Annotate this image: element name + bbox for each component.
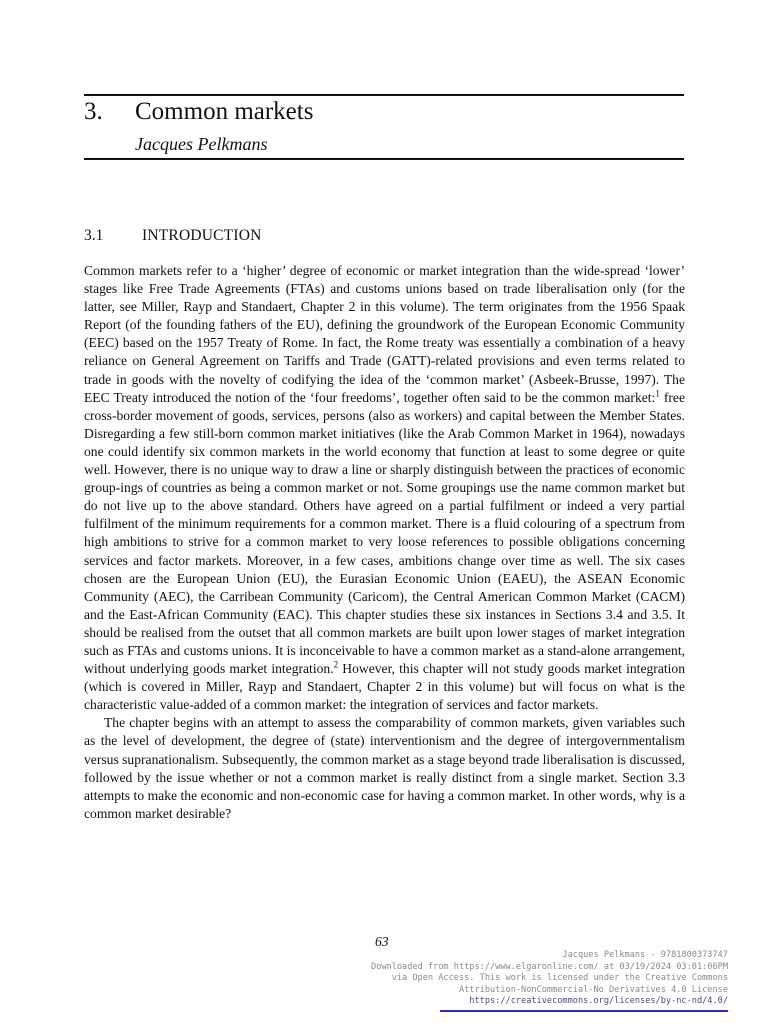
paragraph-2: The chapter begins with an attempt to assess the comparability of common markets, given variables such as the level of development, the degree of (state) interventionism and the degree of intergovernmentalism versus supranationalism. Subsequently, the common market as a stage beyond trade liberalisation is discussed, followed by the issue whether or not a common market is really distinct from a single market. Section 3.3 attempts to make the economic and non-economic case for having a common market. In other words, why is a common market desirable? (84, 715, 685, 821)
page-number: 63 (375, 934, 389, 949)
section-title: INTRODUCTION (142, 227, 262, 244)
license-link[interactable]: https://creativecommons.org/licenses/by-nc-nd/4.0/ (469, 996, 728, 1006)
paragraph-1-part-a: Common markets refer to a ‘higher’ degree of economic or market integration than the wide-spread ‘lower’ stages like Free Trade Agreements (FTAs) and customs unions based on trade liberalisation only (for the latter, see Miller, Rayp and Standaert, Chapter 2 in this volume). The term originates from the 1956 Spaak Report (of the founding fathers of the EU), defining the groundwork of the European Economic Community (EEC) based on the 1957 Treaty of Rome. In fact, the Rome treaty was essentially a combination of a heavy reliance on General Agreement on Tariffs and Trade (GATT)-related provisions and even terms related to trade in goods with the novelty of codifying the idea of the ‘common market’ (Asbeek-Brusse, 1997). The EEC Treaty introduced the notion of the ‘four freedoms’, together often said to be the common market: (84, 263, 685, 405)
chapter-title: Common markets (135, 98, 314, 125)
footnote-ref-2[interactable]: 2 (333, 659, 339, 670)
download-watermark (268, 950, 728, 1008)
chapter-number: 3. (84, 98, 103, 125)
paragraph-1-part-b: free cross-border movement of goods, services, persons (also as workers) and capital between the Member States. Disregarding a few still-born common market initiatives (like the Arab Common Market in 1964), nowadays one could identify six common markets in the world economy that function at least to some degree or quite well. However, there is no unique way to draw a line or sharply distinguish between the practices of economic group-ings of countries as being a common market or not. Some groupings use the name common market but do not live up to the above standard. Others have agreed on a partial fulfilment or indeed a very partial fulfilment of the minimum requirements for a common market. There is a fluid colouring of a spectrum from high ambitions to strive for a common market to very loose references to possible obligations concerning services and factor markets. Moreover, in a few cases, ambitions change over time as well. The six cases chosen are the European Union (EU), the Eurasian Economic Union (EAEU), the ASEAN Economic Community (AEC), the Carribean Community (Caricom), the Central American Common Market (CACM) and the East-African Community (EAC). This chapter studies these six instances in Sections 3.4 and 3.5. It should be realised from the outset that all common markets are built upon lower stages of market integration such as FTAs and customs unions. It is inconceivable to have a common market as a stand-alone arrangement, without underlying goods market integration. (84, 389, 685, 677)
header-bottom-rule (84, 158, 684, 160)
license-link-underline (440, 1010, 728, 1012)
paragraph-1-part-c: However, this chapter will not study goods market integration (which is covered in Miller, Rayp and Standaert, Chapter 2 in this volume) but will focus on what is the characteristic value-added of a common market: the integration of services and factor markets. (84, 661, 685, 713)
chapter-author: Jacques Pelkmans (135, 134, 268, 154)
watermark-author-isbn: Jacques Pelkmans - 9781800373747 (562, 950, 728, 960)
body-text (84, 262, 685, 823)
watermark-download-info: Downloaded from https://www.elgaronline.com/ at 03/19/2024 03:01:06PM (371, 961, 728, 972)
header-top-rule (84, 94, 684, 96)
section-number: 3.1 (84, 227, 104, 244)
paragraph-1 (84, 262, 685, 714)
watermark-license-name: Attribution-NonCommercial-No Derivatives 4.0 License (458, 984, 728, 995)
footnote-ref-1[interactable]: 1 (655, 388, 660, 399)
watermark-license-text: via Open Access. This work is licensed under the Creative Commons (391, 973, 728, 983)
